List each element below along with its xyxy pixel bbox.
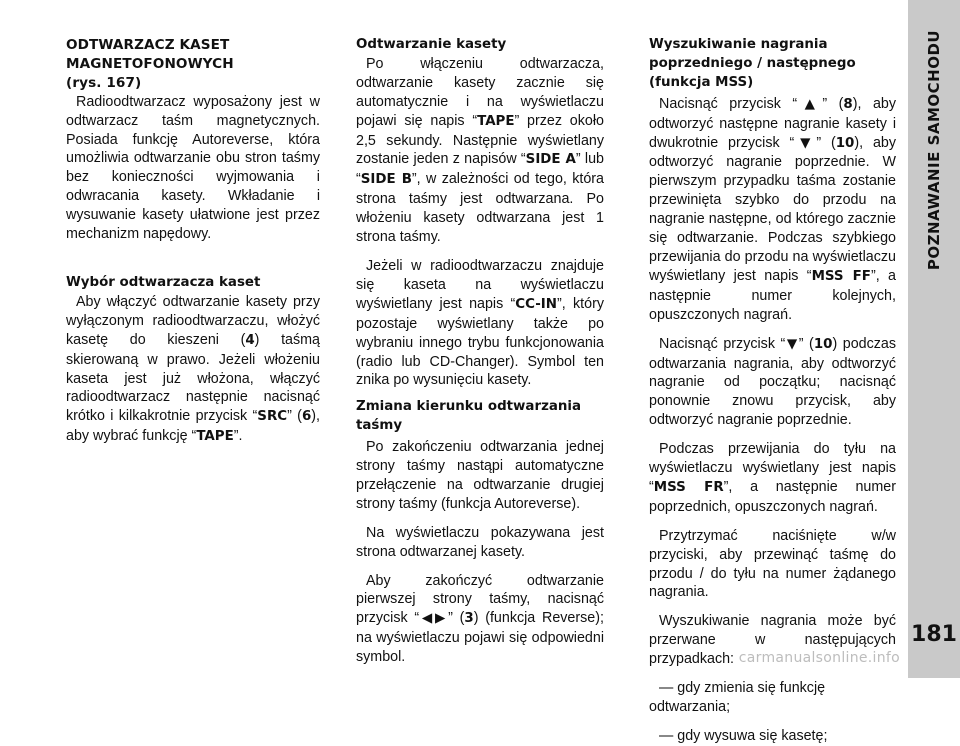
- paragraph: Aby włączyć odtwarzanie kasety przy wyłączonym radioodtwarzaczu, włożyć kasetę do kieszeni (4) taśmą skierowaną w prawo. Jeżeli włożeniu kaseta jest już włożona, włączyć radioodtwarzacz następnie nacisnąć krótko i kilkakrotnie przycisk “SRC” (6), aby wybrać funkcję “TAPE”.: [66, 293, 320, 445]
- paragraph: Na wyświetlaczu pokazywana jest strona odtwarzanej kasety.: [356, 524, 604, 560]
- watermark: carmanualsonline.info: [738, 650, 900, 666]
- column-right: [649, 36, 896, 746]
- display-text-ref: CC-IN: [515, 296, 557, 312]
- paragraph: Nacisnąć przycisk “▼” (10) podczas odtwarzania nagrania, aby odtworzyć nagranie od początku; nacisnąć ponownie znowu przycisk, aby odtworzyć nagranie poprzednie.: [649, 335, 897, 429]
- paragraph: Po włączeniu odtwarzacza, odtwarzanie kasety zacznie się automatycznie i na wyświetlaczu pojawi się napis “TAPE” przez około 2,5 sekundy. Następnie wyświetlany zostanie jeden z napisów “SIDE A” lub “SIDE B”, w zależności od tego, która strona taśmy jest odtwarzana. Po włożeniu kasety odtwarzana jest 1 strona taśmy.: [356, 55, 605, 246]
- button-ref: 4: [245, 332, 255, 348]
- paragraph: Podczas przewijania do tyłu na wyświetlaczu wyświetlany jest napis “MSS FR”, a następnie numer poprzednich, opuszczonych nagrań.: [649, 441, 896, 515]
- display-text-ref: SIDE B: [360, 172, 412, 188]
- column-left: [66, 36, 320, 447]
- chapter-title: POZNAWANIE SAMOCHODU: [925, 29, 943, 271]
- button-ref: 8: [843, 96, 853, 112]
- reverse-arrows-icon: ◀▶: [419, 611, 449, 627]
- paragraph: Wyszukiwanie nagrania może być przerwane w następujących przypadkach:: [649, 613, 896, 668]
- subheading: Zmiana kierunku odtwarzania taśmy: [356, 399, 582, 434]
- paragraph: Przytrzymać naciśnięte w/w przyciski, aby przewinąć taśmę do przodu / do tyłu na numer żądanego nagrania.: [649, 527, 896, 601]
- display-text-ref: TAPE: [477, 113, 515, 129]
- list-item: — gdy wysuwa się kasetę;: [659, 727, 828, 744]
- list-item: — gdy zmienia się funkcję odtwarzania;: [649, 680, 826, 715]
- subheading: Odtwarzanie kasety: [356, 37, 507, 52]
- paragraph: Jeżeli w radioodtwarzaczu znajduje się kaseta na wyświetlaczu wyświetlany jest napis “CC-IN”, który pozostaje wyświetlany także po wybraniu innego trybu funkcjonowania (radio lub CD-Changer). Symbol ten znika po wysunięciu kasety.: [356, 257, 604, 389]
- display-text-ref: SIDE A: [525, 152, 576, 168]
- up-arrow-icon: ▲: [797, 96, 823, 112]
- display-text-ref: MSS FR: [653, 479, 724, 495]
- down-arrow-icon: ▼: [785, 336, 799, 352]
- column-middle: [356, 36, 604, 667]
- section-title: ODTWARZACZ KASET: [66, 37, 230, 53]
- down-arrow-icon: ▼: [794, 135, 817, 151]
- paragraph: Radioodtwarzacz wyposażony jest w odtwarzacz taśm magnetycznych. Posiada funkcję Autoreverse, która umożliwia odtwarzanie obu stron taśmy bez konieczności wyjmowania i odwracania kasety. Wkładanie i wysuwanie kasety ułatwione jest przez mechanizm napędowy.: [66, 93, 320, 243]
- button-ref: SRC: [257, 409, 288, 425]
- button-ref: 3: [464, 611, 474, 627]
- paragraph: Nacisnąć przycisk “▲” (8), aby odtworzyć następne nagranie kasety i dwukrotnie przycisk “▼” (10), aby odtworzyć nagranie poprzednie. W pierwszym przypadku taśma zostanie przewinięta szybko do przodu na nagranie następne, od którego zacznie się odtwarzanie. Podczas szybkiego przewijania do przodu na wyświetlaczu wyświetlany jest napis “MSS FF”, a następnie numer kolejnych, opuszczonych nagrań.: [649, 95, 896, 323]
- display-text-ref: TAPE: [196, 429, 234, 445]
- section-title-line2: MAGNETOFONOWYCH: [66, 55, 234, 72]
- figure-reference: (rys. 167): [66, 74, 142, 91]
- button-ref: 10: [813, 336, 833, 352]
- display-text-ref: MSS FF: [811, 268, 871, 284]
- button-ref: 6: [301, 409, 312, 425]
- subheading: Wyszukiwanie nagrania poprzedniego / następnego (funkcja MSS): [649, 37, 856, 90]
- paragraph: Po zakończeniu odtwarzania jednej strony taśmy nastąpi automatyczne przełączenie na odtwarzanie drugiej strony taśmy (funkcja Autoreverse).: [356, 439, 604, 512]
- button-ref: 10: [835, 135, 855, 151]
- page-number: 181: [911, 622, 957, 647]
- subheading: Wybór odtwarzacza kaset: [66, 274, 261, 290]
- paragraph: Aby zakończyć odtwarzanie pierwszej strony taśmy, nacisnąć przycisk “◀▶” (3) (funkcja Reverse); na wyświetlaczu pojawi się odpowiedni symbol.: [356, 572, 604, 666]
